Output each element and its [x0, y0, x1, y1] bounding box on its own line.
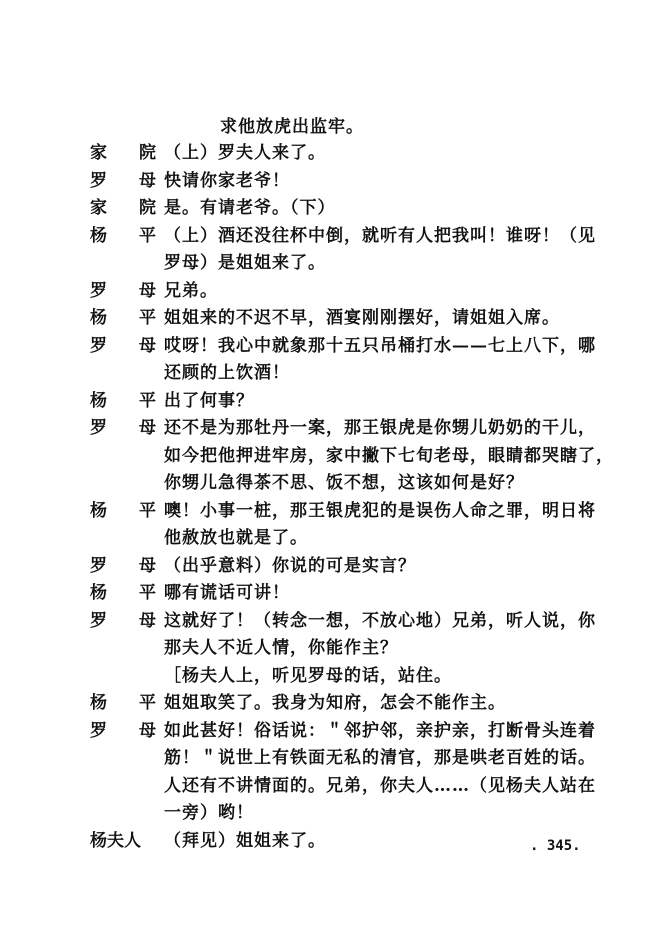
dialogue-text-line: 如今把他押进牢房，家中撇下七旬老母，眼睛都哭瞎了，: [164, 445, 614, 466]
speaker-char: 罗: [90, 170, 107, 191]
dialogue-text-line: 那夫人不近人情，你能作主？: [164, 638, 398, 658]
dialogue-line: [90, 388, 610, 416]
dialogue-text-line: （拜见）姐姐来了。: [164, 830, 326, 851]
dialogue-line: [90, 718, 610, 828]
dialogue-text-line: 还顾的上饮酒！: [164, 363, 290, 383]
dialogue-text-line: 哎呀！我心中就象那十五只吊桶打水——七上八下，哪: [164, 335, 596, 356]
dialogue-line: [90, 608, 610, 663]
dialogue-text: [164, 415, 614, 498]
dialogue-line: [90, 305, 610, 333]
dialogue-line: [90, 498, 610, 553]
speaker-char: 平: [139, 693, 156, 713]
speaker-name: [90, 223, 164, 251]
speaker-name: [90, 553, 164, 581]
dialogue-text-line: 筋！＂说世上有铁面无私的清官，那是哄老百姓的话。: [164, 748, 596, 768]
play-script: [90, 140, 614, 855]
dialogue-text: [164, 388, 610, 416]
speaker-char: 院: [139, 198, 156, 218]
dialogue-text: [164, 580, 610, 608]
dialogue-text: [164, 498, 610, 553]
speaker-name: [90, 718, 164, 746]
dialogue-text-line: 快请你家老爷！: [164, 170, 290, 191]
speaker-char: 家: [90, 143, 107, 163]
dialogue-text-line: （出乎意料）你说的可是实言？: [164, 555, 416, 576]
dialogue-text-line: 出了何事？: [164, 390, 254, 411]
continuation-line: 求他放虎出监牢。: [220, 117, 364, 137]
dialogue-text: [164, 553, 610, 581]
dialogue-text-line: （上）罗夫人来了。: [164, 143, 326, 163]
dialogue-text-line: 是。有请老爷。（下）: [164, 198, 336, 218]
speaker-name: [90, 415, 164, 443]
dialogue-text-line: 哪有谎话可讲！: [164, 583, 290, 603]
speaker-char: 罗: [90, 720, 107, 741]
dialogue-line: [90, 333, 610, 388]
speaker-name: [90, 195, 164, 223]
speaker-char: 家: [90, 198, 107, 218]
stage-direction: ［杨夫人上，听见罗母的话，站住。: [164, 665, 452, 686]
speaker-char: 平: [139, 390, 156, 411]
dialogue-text: [164, 195, 610, 223]
dialogue-text-line: 人还有不讲情面的。兄弟，你夫人……（见杨夫人站在: [164, 775, 596, 796]
dialogue-text: [164, 718, 610, 828]
dialogue-line: [90, 690, 610, 718]
speaker-name: [90, 608, 164, 636]
speaker-char: 杨: [90, 308, 107, 328]
speaker-char: 杨: [90, 583, 107, 603]
dialogue-text: [164, 690, 610, 718]
speaker-char: 罗: [90, 555, 107, 576]
speaker-name: [90, 140, 164, 168]
speaker-char: 杨: [90, 390, 107, 411]
speaker-char: 罗: [90, 610, 107, 631]
speaker-char: 罗: [90, 335, 107, 356]
dialogue-text-line: 罗母）是姐姐来了。: [164, 253, 326, 273]
speaker-char: 平: [139, 500, 156, 521]
dialogue-text-line: 如此甚好！俗话说：＂邻护邻，亲护亲，打断骨头连着: [164, 720, 596, 741]
speaker-name: [90, 388, 164, 416]
speaker-name: [90, 278, 164, 306]
speaker-char: 罗: [90, 418, 107, 438]
speaker-char: 杨: [90, 693, 107, 713]
dialogue-text: [164, 168, 610, 196]
speaker-name: [90, 333, 164, 361]
speaker-char: 杨: [90, 225, 107, 246]
speaker-char: 平: [139, 225, 156, 246]
dialogue-line: [90, 140, 610, 168]
speaker-char: 院: [139, 143, 156, 163]
dialogue-line: [90, 168, 610, 196]
dialogue-text: [164, 305, 610, 333]
dialogue-text-line: （上）酒还没往杯中倒，就听有人把我叫！谁呀！（见: [164, 225, 596, 246]
speaker-char: 母: [139, 170, 156, 191]
speaker-name: 杨夫人: [90, 830, 141, 851]
dialogue-line: [90, 415, 614, 498]
dialogue-text: [164, 278, 610, 306]
dialogue-text-line: 一旁）哟！: [164, 803, 254, 823]
dialogue-text: [164, 333, 610, 388]
dialogue-text-line: 噢！小事一桩，那王银虎犯的是误伤人命之罪，明日将: [164, 500, 596, 521]
dialogue-text-line: 你甥儿急得茶不思、饭不想，这该如何是好？: [164, 473, 524, 493]
speaker-name: [90, 580, 164, 608]
speaker-char: 母: [139, 555, 156, 576]
dialogue-text: [164, 140, 610, 168]
dialogue-text: [164, 608, 610, 663]
dialogue-text-line: 兄弟。: [164, 280, 218, 301]
dialogue-text: [164, 223, 610, 278]
speaker-char: 杨: [90, 500, 107, 521]
speaker-name: [90, 690, 164, 718]
speaker-char: 母: [139, 280, 156, 301]
dialogue-line: [90, 195, 610, 223]
dialogue-line: [90, 278, 610, 306]
speaker-name: [90, 168, 164, 196]
speaker-char: 母: [139, 610, 156, 631]
dialogue-line: [90, 580, 610, 608]
dialogue-text-line: 姐姐来的不迟不早，酒宴刚刚摆好，请姐姐入席。: [164, 308, 560, 328]
speaker-char: 母: [139, 335, 156, 356]
dialogue-line: [90, 223, 610, 278]
speaker-name: [90, 305, 164, 333]
speaker-char: 罗: [90, 280, 107, 301]
speaker-char: 平: [139, 308, 156, 328]
speaker-char: 平: [139, 583, 156, 603]
dialogue-text-line: 姐姐取笑了。我身为知府，怎会不能作主。: [164, 693, 506, 713]
dialogue-text-line: 还不是为那牡丹一案，那王银虎是你甥儿奶奶的干儿，: [164, 418, 596, 438]
dialogue-text-line: 他赦放也就是了。: [164, 528, 308, 548]
speaker-char: 母: [139, 418, 156, 438]
dialogue-text-line: 这就好了！（转念一想，不放心地）兄弟，听人说，你: [164, 610, 596, 631]
page-number: . 345.: [530, 838, 581, 854]
speaker-char: 母: [139, 720, 156, 741]
dialogue-line: [90, 553, 610, 581]
speaker-name: [90, 498, 164, 526]
